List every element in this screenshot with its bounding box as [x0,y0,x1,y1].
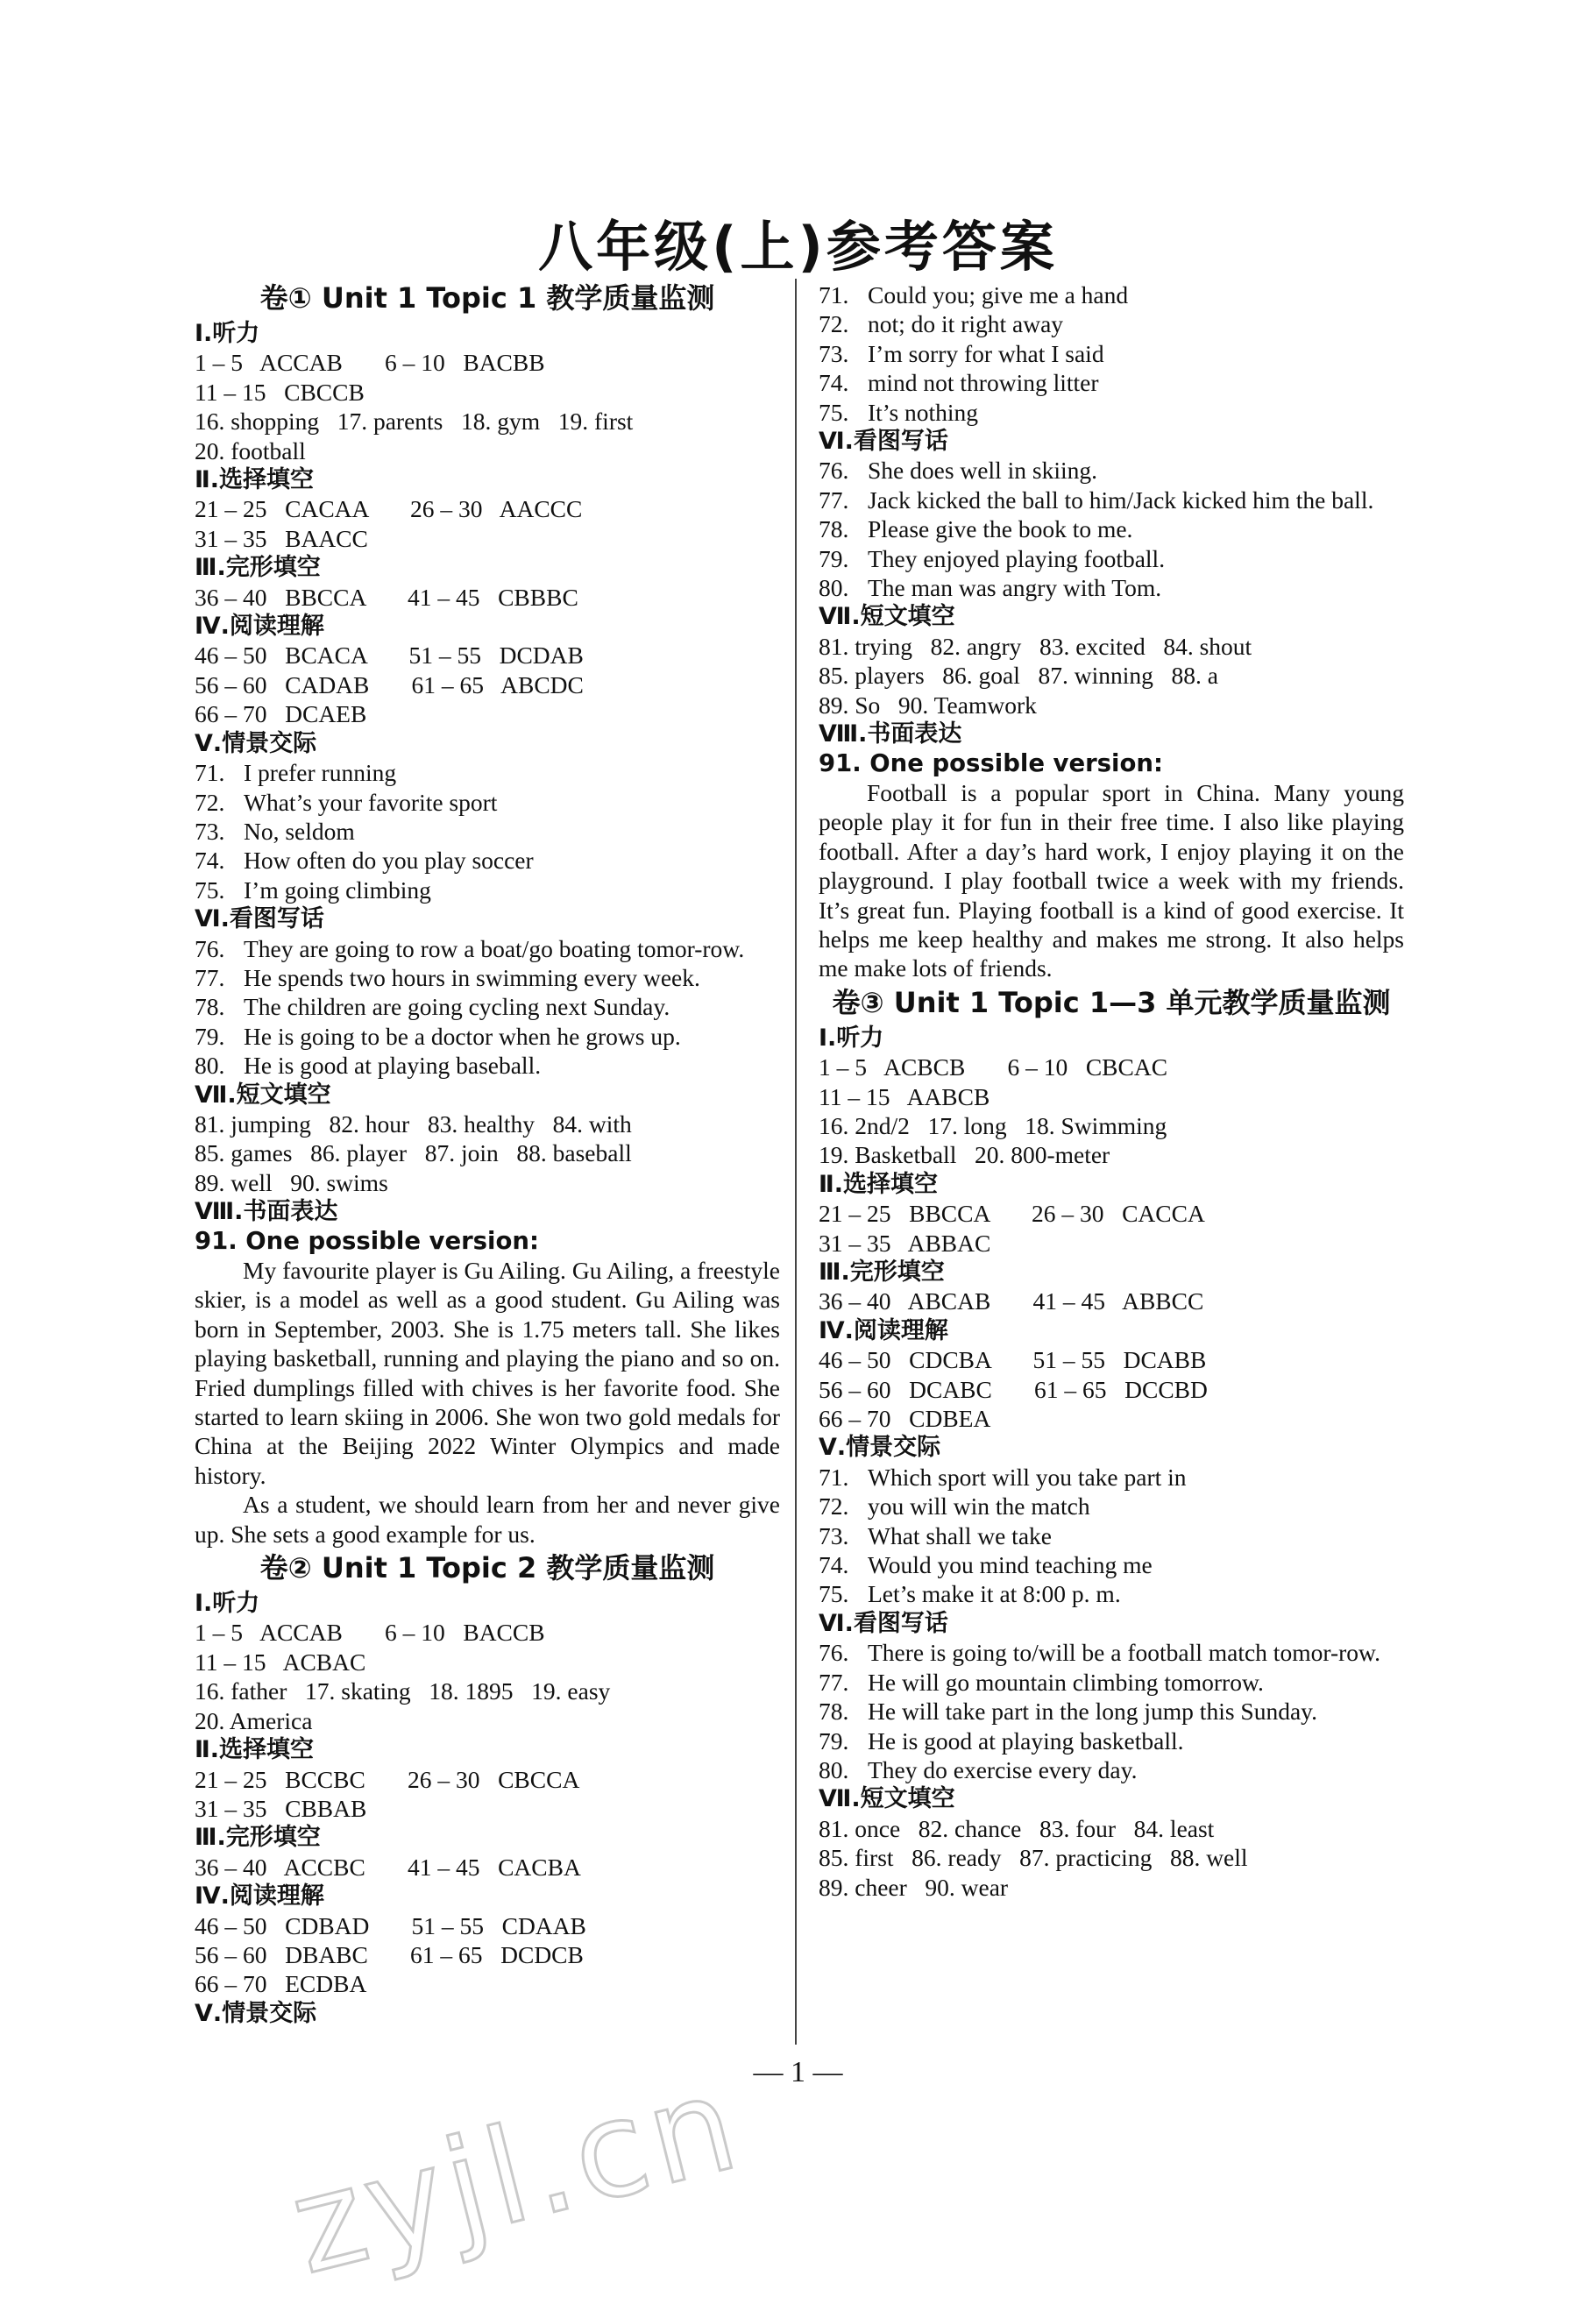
item-number: 71. [819,281,849,308]
item-number: 74. [819,1551,849,1579]
section-3 [819,983,1404,1902]
part-heading: Ⅱ.选择填空 [195,466,315,494]
answer-line: 1 – 5 ACCAB 6 – 10 BACBB [195,349,545,377]
item-number: 77. [819,486,849,514]
answer-item [819,1521,1404,1550]
part-heading: Ⅲ.完形填空 [819,1258,945,1286]
answer-line: 31 – 35 ABBAC [819,1229,991,1257]
item-text: There is going to/will be a football match tomor-row. [868,1639,1380,1667]
answer-line: 16. 2nd/2 17. long 18. Swimming [819,1111,1167,1139]
answer-item [819,544,1404,573]
answer-item [819,280,1404,309]
answer-line: 11 – 15 AABCB [819,1082,990,1110]
item-text: Let’s make it at 8:00 p. m. [868,1580,1121,1608]
left-column [195,279,780,2028]
answer-line: 46 – 50 CDBAD 51 – 55 CDAAB [195,1911,586,1939]
answer-item [819,398,1404,427]
answer-line: 66 – 70 CDBEA [819,1405,991,1433]
answer-item [819,1638,1404,1667]
part-heading: Ⅰ.听力 [195,320,260,347]
answer-line: 81. trying 82. angry 83. excited 84. shout [819,632,1252,660]
section-heading: 卷③ Unit 1 Topic 1—3 单元教学质量监测 [832,985,1391,1019]
item-number: 74. [819,369,849,397]
answer-line: 1 – 5 ACBCB 6 – 10 CBCAC [819,1053,1168,1081]
item-text: Please give the book to me. [868,515,1133,543]
item-number: 76. [819,1639,849,1667]
item-number: 79. [195,1022,225,1050]
answer-item [195,934,780,963]
answer-line: 85. players 86. goal 87. winning 88. a [819,662,1218,690]
answer-item [819,309,1404,338]
part-heading: Ⅳ.阅读理解 [819,1316,948,1344]
answer-item [195,788,780,817]
essay-paragraph: As a student, we should learn from her and never give up. She sets a good example for us. [195,1491,780,1548]
part-heading: Ⅳ.阅读理解 [195,613,324,641]
essay-paragraph: Football is a popular sport in China. Many young people play it for fun in their free time. I also like playing football. After a day’s hard work, I enjoy playing it on the playground. I play football twice a week with my friends. It’s great fun. Playing football is a kind of good exercise. It helps me keep healthy and makes me strong. It also helps me make lots of friends. [819,778,1404,982]
item-text: What shall we take [868,1521,1052,1549]
answer-line: 21 – 25 BCCBC 26 – 30 CBCCA [195,1765,580,1793]
answer-line: 46 – 50 CDCBA 51 – 55 DCABB [819,1346,1207,1374]
answer-line: 16. shopping 17. parents 18. gym 19. first [195,408,634,436]
part-heading: Ⅰ.听力 [195,1590,260,1618]
answer-item [819,1492,1404,1521]
item-text: They enjoyed playing football. [868,544,1166,572]
answer-line: 56 – 60 CADAB 61 – 65 ABCDC [195,670,584,698]
part-heading: Ⅷ.书面表达 [195,1198,338,1226]
section-1 [195,279,780,1549]
item-text: The man was angry with Tom. [868,574,1162,602]
answer-item [195,817,780,846]
item-text: I’m going climbing [244,876,431,904]
part-heading: Ⅲ.完形填空 [195,1824,321,1852]
item-number: 75. [819,398,849,426]
answer-line: 89. well 90. swims [195,1168,388,1196]
item-text: They are going to row a boat/go boating tomor-row. [244,934,745,962]
item-number: 77. [819,1668,849,1696]
part-heading: Ⅱ.选择填空 [195,1736,315,1764]
answer-line: 85. games 86. player 87. join 88. baseball [195,1139,632,1167]
item-number: 80. [819,574,849,602]
part-heading: Ⅵ.看图写话 [819,1609,948,1637]
part-heading: Ⅶ.短文填空 [819,603,955,631]
answer-item [195,992,780,1021]
item-text: How often do you play soccer [244,847,534,875]
answer-item [819,339,1404,368]
answer-line: 31 – 35 CBBAB [195,1794,367,1822]
answer-line: 11 – 15 ACBAC [195,1648,366,1676]
answer-line: 11 – 15 CBCCB [195,378,365,406]
page-number: — 1 — [753,2056,843,2088]
answer-line: 36 – 40 ABCAB 41 – 45 ABBCC [819,1287,1204,1315]
answer-line: 20. football [195,436,306,464]
item-number: 78. [195,993,225,1021]
answer-line: 21 – 25 BBCCA 26 – 30 CACCA [819,1200,1205,1228]
item-text: Would you mind teaching me [868,1551,1153,1579]
part-heading: Ⅶ.短文填空 [195,1081,331,1109]
item-text: Could you; give me a hand [868,281,1129,308]
item-text: He is going to be a doctor when he grows up. [244,1022,681,1050]
answer-line: 16. father 17. skating 18. 1895 19. easy [195,1677,611,1705]
item-number: 74. [195,847,225,875]
item-text: mind not throwing litter [868,369,1099,397]
answer-item [819,1550,1404,1579]
item-number: 72. [819,310,849,338]
item-number: 80. [819,1755,849,1783]
answer-item [819,456,1404,485]
item-number: 73. [819,339,849,367]
section-2-tail [819,280,1404,983]
watermark: zyjl.cn [277,2045,755,2304]
item-text: I’m sorry for what I said [868,339,1104,367]
answer-item [819,1579,1404,1608]
item-number: 80. [195,1052,225,1080]
answer-line: 46 – 50 BCACA 51 – 55 DCDAB [195,642,584,670]
answer-line: 89. cheer 90. wear [819,1873,1009,1901]
item-number: 78. [819,1698,849,1726]
answer-line: 56 – 60 DBABC 61 – 65 DCDCB [195,1940,584,1968]
answer-line: 56 – 60 DCABC 61 – 65 DCCBD [819,1375,1208,1403]
item-text: not; do it right away [868,310,1064,338]
item-number: 79. [819,1726,849,1755]
answer-line: 85. first 86. ready 87. practicing 88. well [819,1844,1248,1872]
part-heading: Ⅲ.完形填空 [195,554,321,582]
answer-item [195,758,780,787]
item-text: What’s your favorite sport [244,788,498,816]
item-text: Which sport will you take part in [868,1463,1187,1491]
answer-line: 19. Basketball 20. 800-meter [819,1141,1110,1169]
answer-item [195,1022,780,1051]
answer-line: 66 – 70 DCAEB [195,700,367,728]
page-title: 八年级(上)参考答案 [538,215,1058,279]
item-text: She does well in skiing. [868,457,1098,485]
item-number: 75. [195,876,225,904]
item-number: 75. [819,1580,849,1608]
answer-item [819,1697,1404,1726]
item-number: 72. [819,1492,849,1521]
item-number: 76. [819,457,849,485]
version-label: 91. One possible version: [819,748,1163,777]
part-heading: Ⅷ.书面表达 [819,720,962,748]
item-number: 78. [819,515,849,543]
part-heading: Ⅴ.情景交际 [195,1999,317,2027]
section-heading: 卷① Unit 1 Topic 1 教学质量监测 [259,281,715,315]
answer-line: 81. jumping 82. hour 83. healthy 84. with [195,1109,632,1138]
item-text: He is good at playing baseball. [244,1052,542,1080]
answer-line: 21 – 25 CACAA 26 – 30 AACCC [195,495,583,523]
item-text: He will go mountain climbing tomorrow. [868,1668,1264,1696]
item-number: 73. [195,817,225,845]
item-number: 71. [195,759,225,787]
section-heading: 卷② Unit 1 Topic 2 教学质量监测 [259,1551,715,1585]
column-divider [795,279,797,2045]
item-text: It’s nothing [868,398,979,426]
item-text: No, seldom [244,817,355,845]
answer-item [819,486,1404,514]
part-heading: Ⅳ.阅读理解 [195,1882,324,1911]
answer-line: 89. So 90. Teamwork [819,691,1037,719]
item-text: He will take part in the long jump this Sunday. [868,1698,1318,1726]
item-text: He spends two hours in swimming every week. [244,963,700,991]
answer-line: 36 – 40 ACCBC 41 – 45 CACBA [195,1853,581,1881]
part-heading: Ⅴ.情景交际 [819,1434,941,1462]
item-number: 77. [195,963,225,991]
answer-item [819,1726,1404,1755]
answer-item [195,846,780,875]
item-text: Jack kicked the ball to him/Jack kicked him the ball. [868,486,1374,514]
item-number: 73. [819,1521,849,1549]
section-2-head [195,1549,780,2028]
part-heading: Ⅴ.情景交际 [195,729,317,757]
answer-line: 36 – 40 BBCCA 41 – 45 CBBBC [195,583,578,611]
answer-item [819,514,1404,543]
item-text: you will win the match [868,1492,1090,1521]
answer-item [195,876,780,904]
essay-paragraph: My favourite player is Gu Ailing. Gu Ailing, a freestyle skier, is a model as well as a good student. Gu Ailing was born in September, 2003. She is 1.75 meters tall. She likes playing basketball, running and playing the piano and so on. Fried dumplings filled with chives is her favorite food. She started to learn skiing in 2006. She won two gold medals for China at the Beijing 2022 Winter Olympics and made history. [195,1257,780,1489]
item-number: 71. [819,1463,849,1491]
right-column [819,280,1404,1902]
answer-item [819,573,1404,602]
part-heading: Ⅰ.听力 [819,1024,884,1052]
answer-line: 31 – 35 BAACC [195,524,368,552]
item-text: They do exercise every day. [868,1755,1138,1783]
answer-item [819,1463,1404,1492]
answer-line: 66 – 70 ECDBA [195,1970,367,1998]
answer-item [195,963,780,992]
answer-line: 1 – 5 ACCAB 6 – 10 BACCB [195,1619,545,1647]
answer-item [819,368,1404,397]
item-text: I prefer running [244,759,397,787]
item-text: He is good at playing basketball. [868,1726,1184,1755]
answer-line: 20. America [195,1706,313,1734]
version-label: 91. One possible version: [195,1226,539,1255]
item-text: The children are going cycling next Sunday. [244,993,670,1021]
part-heading: Ⅵ.看图写话 [819,428,948,456]
answer-item [195,1051,780,1080]
part-heading: Ⅶ.短文填空 [819,1785,955,1813]
item-number: 76. [195,934,225,962]
item-number: 79. [819,544,849,572]
part-heading: Ⅵ.看图写话 [195,905,324,933]
part-heading: Ⅱ.选择填空 [819,1170,939,1198]
answer-item [819,1755,1404,1784]
answer-item [819,1668,1404,1697]
item-number: 72. [195,788,225,816]
answer-line: 81. once 82. chance 83. four 84. least [819,1814,1215,1842]
